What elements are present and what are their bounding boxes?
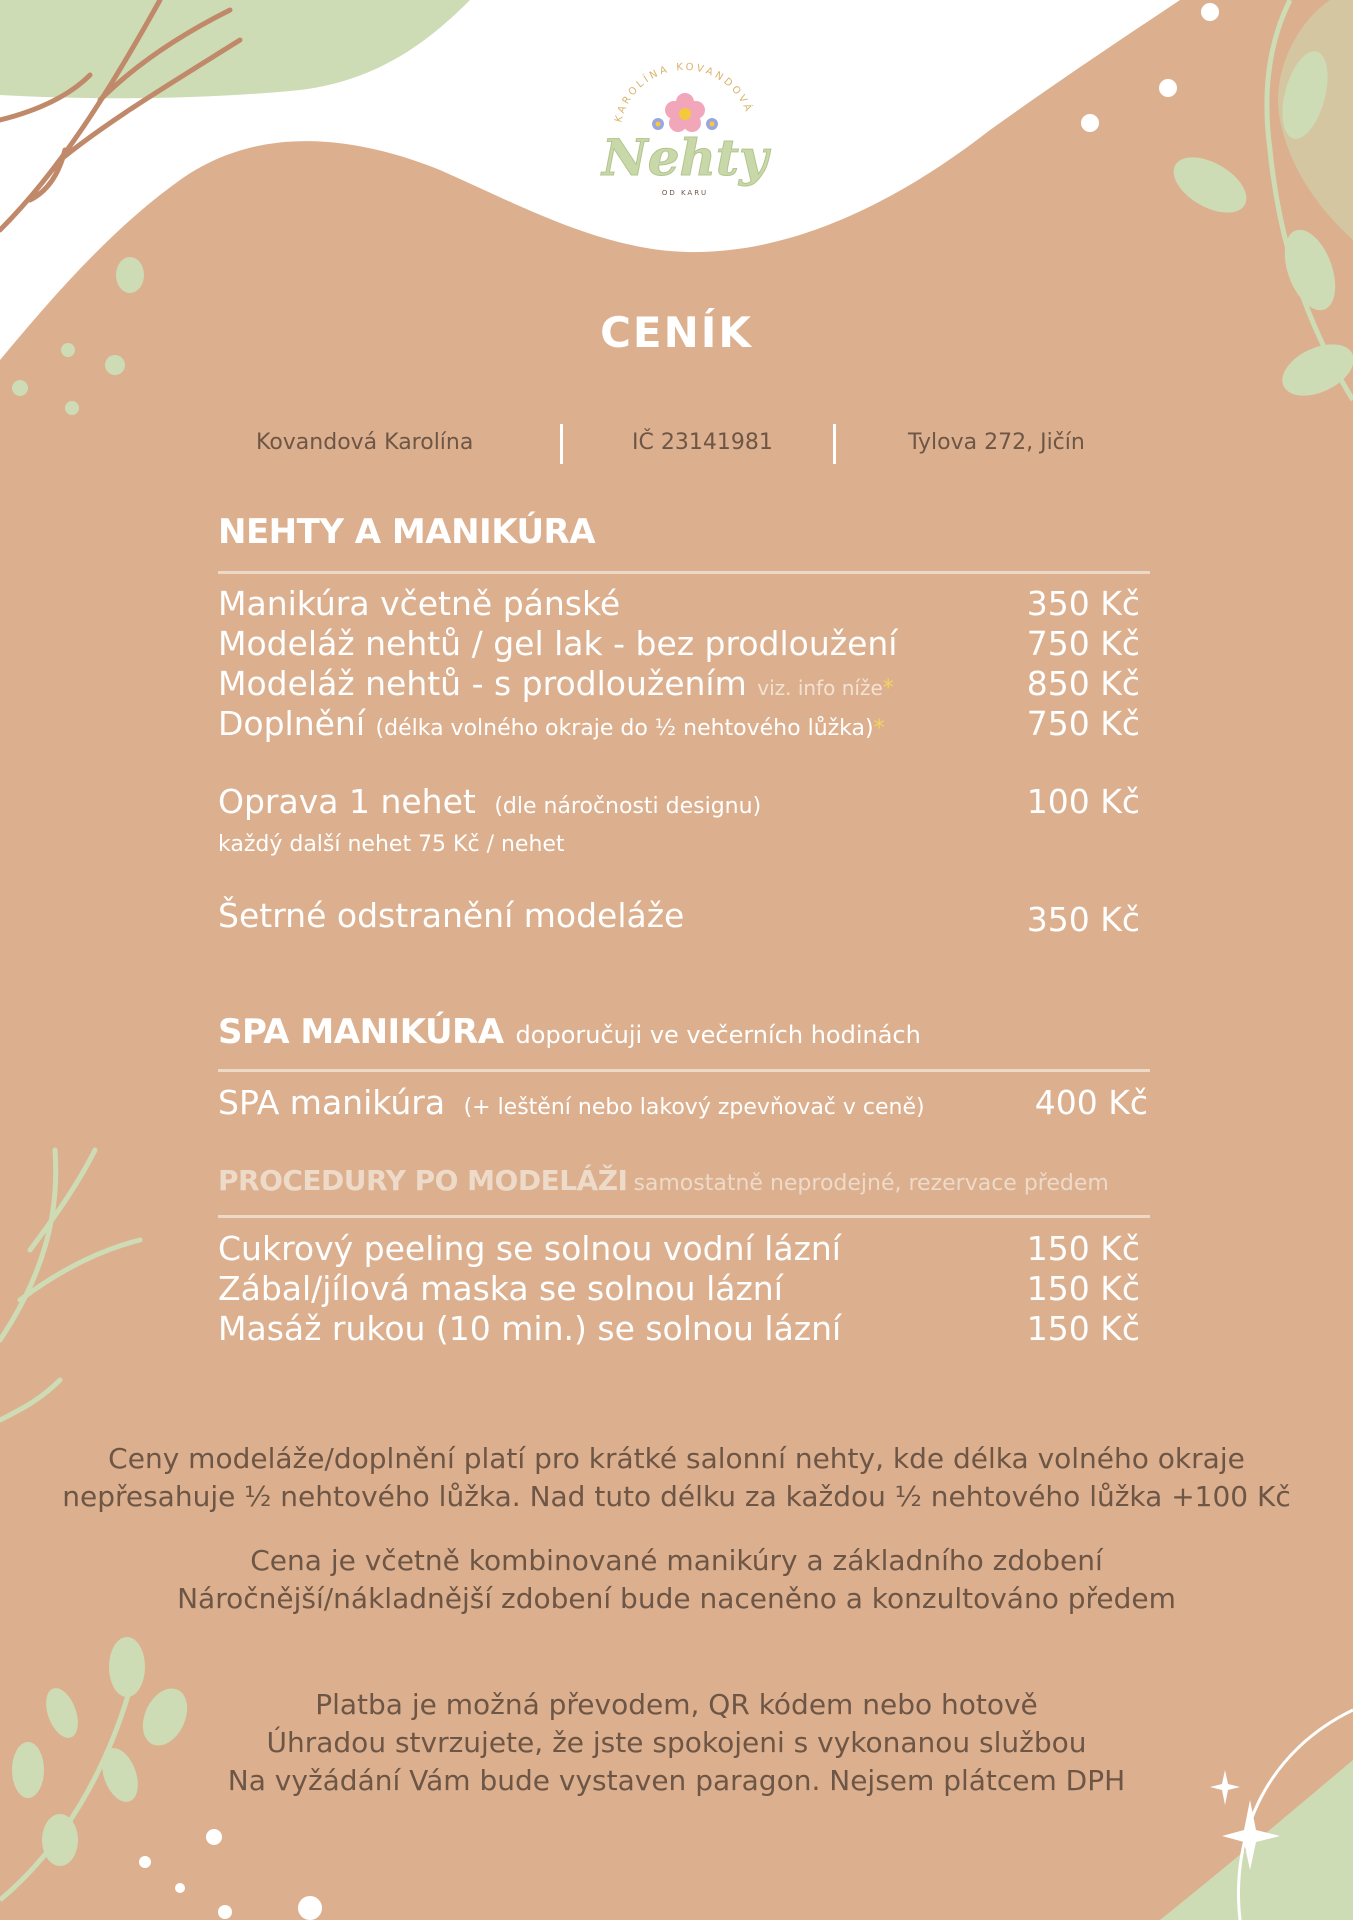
- service-label: Modeláž nehtů - s prodloužením: [218, 664, 747, 703]
- note-paragraph: [0, 1686, 1353, 1800]
- service-price: 750 Kč: [1026, 704, 1140, 743]
- service-price: 850 Kč: [1026, 664, 1140, 703]
- service-price: 400 Kč: [1034, 1083, 1148, 1122]
- service-price: 750 Kč: [1026, 624, 1140, 663]
- plant-left-icon: [0, 1150, 140, 1420]
- owner-name: Kovandová Karolína: [256, 430, 474, 455]
- price-row: [218, 1309, 1146, 1349]
- service-label: SPA manikúra: [218, 1083, 446, 1122]
- service-price: 150 Kč: [1026, 1309, 1140, 1348]
- service-label: Oprava 1 nehet: [218, 782, 476, 821]
- asterisk: *: [873, 716, 885, 741]
- brand-logo: [590, 40, 780, 215]
- price-row: [218, 664, 1146, 709]
- service-price: 350 Kč: [1026, 900, 1140, 939]
- note-line: Náročnější/nákladnější zdobení bude naceněno a konzultováno předem: [177, 1582, 1176, 1615]
- company-id: IČ 23141981: [632, 430, 773, 455]
- service-note: (dle náročnosti designu): [494, 794, 762, 819]
- divider: [833, 424, 836, 464]
- price-row: [218, 624, 1146, 664]
- note-paragraph: [0, 1542, 1353, 1618]
- section-title-spa: [218, 1012, 921, 1052]
- service-note: viz. info níže: [757, 676, 883, 700]
- service-label: Masáž rukou (10 min.) se solnou lázní: [218, 1309, 842, 1348]
- logo-tagline: OD KARU: [661, 189, 709, 197]
- price-row: [218, 782, 1146, 827]
- service-label: Modeláž nehtů / gel lak - bez prodloužení: [218, 624, 898, 663]
- service-label: Cukrový peeling se solnou vodní lázní: [218, 1229, 841, 1268]
- service-note: (délka volného okraje do ½ nehtového lůžka): [375, 716, 874, 741]
- section-note: samostatně neprodejné, rezervace předem: [633, 1171, 1109, 1196]
- service-price: 150 Kč: [1026, 1229, 1140, 1268]
- asterisk: *: [882, 676, 894, 701]
- service-note: (+ leštění nebo lakový zpevňovač v ceně): [463, 1095, 925, 1120]
- price-row: [218, 704, 1146, 749]
- service-label: Doplnění: [218, 704, 366, 743]
- price-row: [218, 584, 1146, 624]
- service-price: 100 Kč: [1026, 782, 1140, 821]
- service-label: Manikúra včetně pánské: [218, 584, 621, 623]
- page-title: CENÍK: [600, 308, 753, 357]
- section-title-nails: NEHTY A MANIKÚRA: [218, 512, 596, 552]
- section-rule: [218, 571, 1150, 574]
- service-price: 150 Kč: [1026, 1269, 1140, 1308]
- service-price: 350 Kč: [1026, 584, 1140, 623]
- note-line: nepřesahuje ½ nehtového lůžka. Nad tuto délku za každou ½ nehtového lůžka +100 Kč: [62, 1480, 1291, 1513]
- logo-brand: Nehty: [601, 128, 769, 187]
- logo-arc-text: KAROLÍNA KOVANDOVÁ: [613, 61, 755, 124]
- service-subnote: každý další nehet 75 Kč / nehet: [218, 832, 565, 857]
- note-paragraph: [0, 1440, 1353, 1516]
- note-line: Ceny modeláže/doplnění platí pro krátké salonní nehty, kde délka volného okraje: [108, 1442, 1245, 1475]
- note-line: Cena je včetně kombinované manikúry a základního zdobení: [250, 1544, 1103, 1577]
- address: Tylova 272, Jičín: [908, 430, 1085, 455]
- price-row: [218, 1083, 1146, 1128]
- section-title-procedures: [218, 1164, 1109, 1197]
- section-rule: [218, 1215, 1150, 1218]
- divider: [560, 424, 563, 464]
- note-line: Úhradou stvrzujete, že jste spokojeni s vykonanou službou: [266, 1726, 1087, 1759]
- flower-icon: [652, 93, 718, 132]
- price-row: [218, 1229, 1146, 1269]
- price-row: [218, 1269, 1146, 1309]
- note-line: Na vyžádání Vám bude vystaven paragon. Nejsem plátcem DPH: [227, 1764, 1126, 1797]
- service-label: Zábal/jílová maska se solnou lázní: [218, 1269, 783, 1308]
- price-row: [218, 896, 1146, 939]
- section-rule: [218, 1069, 1150, 1072]
- service-label: Šetrné odstranění modeláže: [218, 896, 685, 935]
- section-title-text: PROCEDURY PO MODELÁŽI: [218, 1164, 628, 1197]
- section-note: doporučuji ve večerních hodinách: [515, 1021, 921, 1049]
- note-line: Platba je možná převodem, QR kódem nebo hotově: [315, 1688, 1038, 1721]
- section-title-text: SPA MANIKÚRA: [218, 1012, 504, 1052]
